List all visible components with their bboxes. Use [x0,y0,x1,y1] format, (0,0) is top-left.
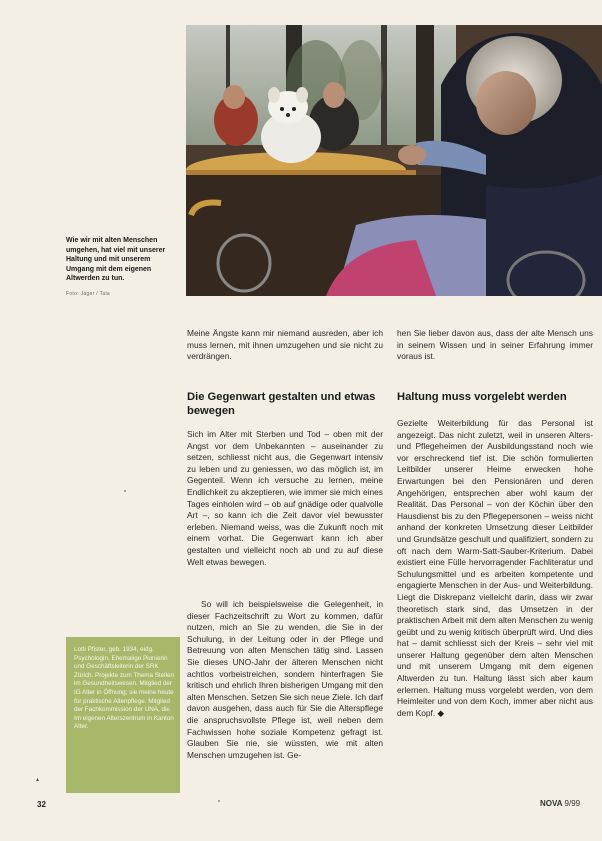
photo-image [186,25,602,296]
author-bio-text: Lotti Pfister, geb. 1934, eidg. Psychologin. Ehemalige Pionierin und Geschäftsleiterin der SRK Zürich. Projekte zum Thema Stellen im Gesundheitswesen. Mitglied der IG Alter in Öffnung; sie meine heute für praktische Altenpflege. Mitglied der Fachkommission der UNA, die Im eigenen Alterszentrum in Kanton Alter. [74,646,174,731]
section-haltung-paragraph [397,418,593,719]
speck [218,800,220,802]
margin-mark: ▴ [36,777,40,783]
photo-caption: Wie wir mit alten Menschen umgehen, hat viel mit unserer Haltung und mit unserem Umgang mit dem eigenen Altwerden zu tun. [66,237,166,282]
speck [124,490,126,492]
intro-paragraph-left: Meine Ängste kann mir niemand ausreden, aber ich muss lernen, mit ihnen umzugehen und sie nicht zu verdrängen. [187,328,383,362]
publication-footer [540,799,580,808]
end-of-article-diamond: ◆ [437,707,444,718]
section-heading-haltung: Haltung muss vorgelebt werden [397,391,567,403]
photo-credit: Foto: Jäger / Tala [66,291,110,297]
section-gegenwart-paragraph-1: Sich im Alter mit Sterben und Tod – oben mit der Angst vor dem Unbekannten – auseinander zu setzen, schliesst nicht aus, die Gegenwart intensiv zu leben und zu geniessen, wo das möglich ist, im Gegenteil. Wenn ich versuche zu lernen, meine Endlichkeit zu akzeptieren, wie immer sie mich eines Tages einholen wird – ob auf gnädige oder qualvolle Art –, so kann ich die Zeit davor viel bewusster erleben. Niemand weiss, was die Zukunft noch mit einem vorhat. Die Gegenwart kann ich aber gestalten und vielleicht noch ab und zu auf diese Welt etwas bewegen. [187,429,383,567]
publication-name: NOVA [540,799,563,808]
section-haltung-text: Gezielte Weiterbildung für das Personal ist angezeigt. Das nicht zuletzt, weil in unseren Alters- und Pflegeheimen der Ausbildungsstand noch wie vor erschreckend tief ist. Die schön formulierten Leitbilder unserer Heime erwecken hohe Erwartungen bei den Pensionären und deren Angehörigen, entsprechen aber wohl kaum der Realität. Das Personal – von der Köchin über den Hausdienst bis zu den Pflegepersonen – weiss nicht anhand der konkreten Umsetzung dieser Leitbilder und Grundsätze geschult und qualifiziert, sondern zu oft nach dem Warm-Satt-Sauber-Kriterium. Dabei existiert eine Fülle hervorragender Fachliteratur und Schulungsmittel und es arbeiten kompetente und engagierte Menschen in der Aus- und Weiterbildung. Liegt die Diskrepanz vielleicht darin, dass wir zwar theoretisch stark sind, das Umsetzen in der praktischen Arbeit mit dem alten Menschen zu wenig geübt und zu wenig kritisch überprüft wird. Und dies hat – damit schliesst sich der Kreis – sehr viel mit unserer Haltung gegenüber dem alten Menschen und mit unserem Umgang mit dem eigenen Altwerden zu tun. Haltung lässt sich aber kaum erlernen. Haltung muss vorgelebt werden, von dem Heimleiter und von dem Koch, immer aber nicht aus dem Kopf. [397,418,593,718]
intro-paragraph-right: hen Sie lieber davon aus, dass der alte Mensch uns in seinem Wissen und in seiner Erfahrung immer voraus ist. [397,328,593,362]
page-number: 32 [37,800,46,809]
author-bio-box [66,637,180,793]
publication-issue: 9/99 [564,799,581,808]
section-gegenwart-paragraph-2: So will ich beispielsweise die Gelegenheit, in dieser Fachzeitschrift zu Wort zu kommen, dafür nutzen, mich an Sie zu wenden, die Sie in der Schulung, in der Leitung oder in der Pflege und Betreuung von alten Menschen tätig sind. Lassen Sie dieses UNO-Jahr der älteren Menschen nicht achtlos vorbeistreichen, sondern hinterfragen Sie kritisch und ehrlich Ihren bisherigen Umgang mit den alten Menschen. Setzen Sie sich neue Ziele. Ich darf davon ausgehen, dass auch für Sie die Alterspflege die anspruchsvollste Pflege ist, weil neben dem Fachwissen hohe soziale Kompetenz gefragt ist. Glauben Sie nie, sie wüssten, wie mit alten Menschen umzugehen ist. Ge- [187,599,383,760]
section-heading-gegenwart: Die Gegenwart gestalten und etwas bewegen [187,391,376,417]
photo-elderly-woman-with-plush-toy [186,25,602,296]
